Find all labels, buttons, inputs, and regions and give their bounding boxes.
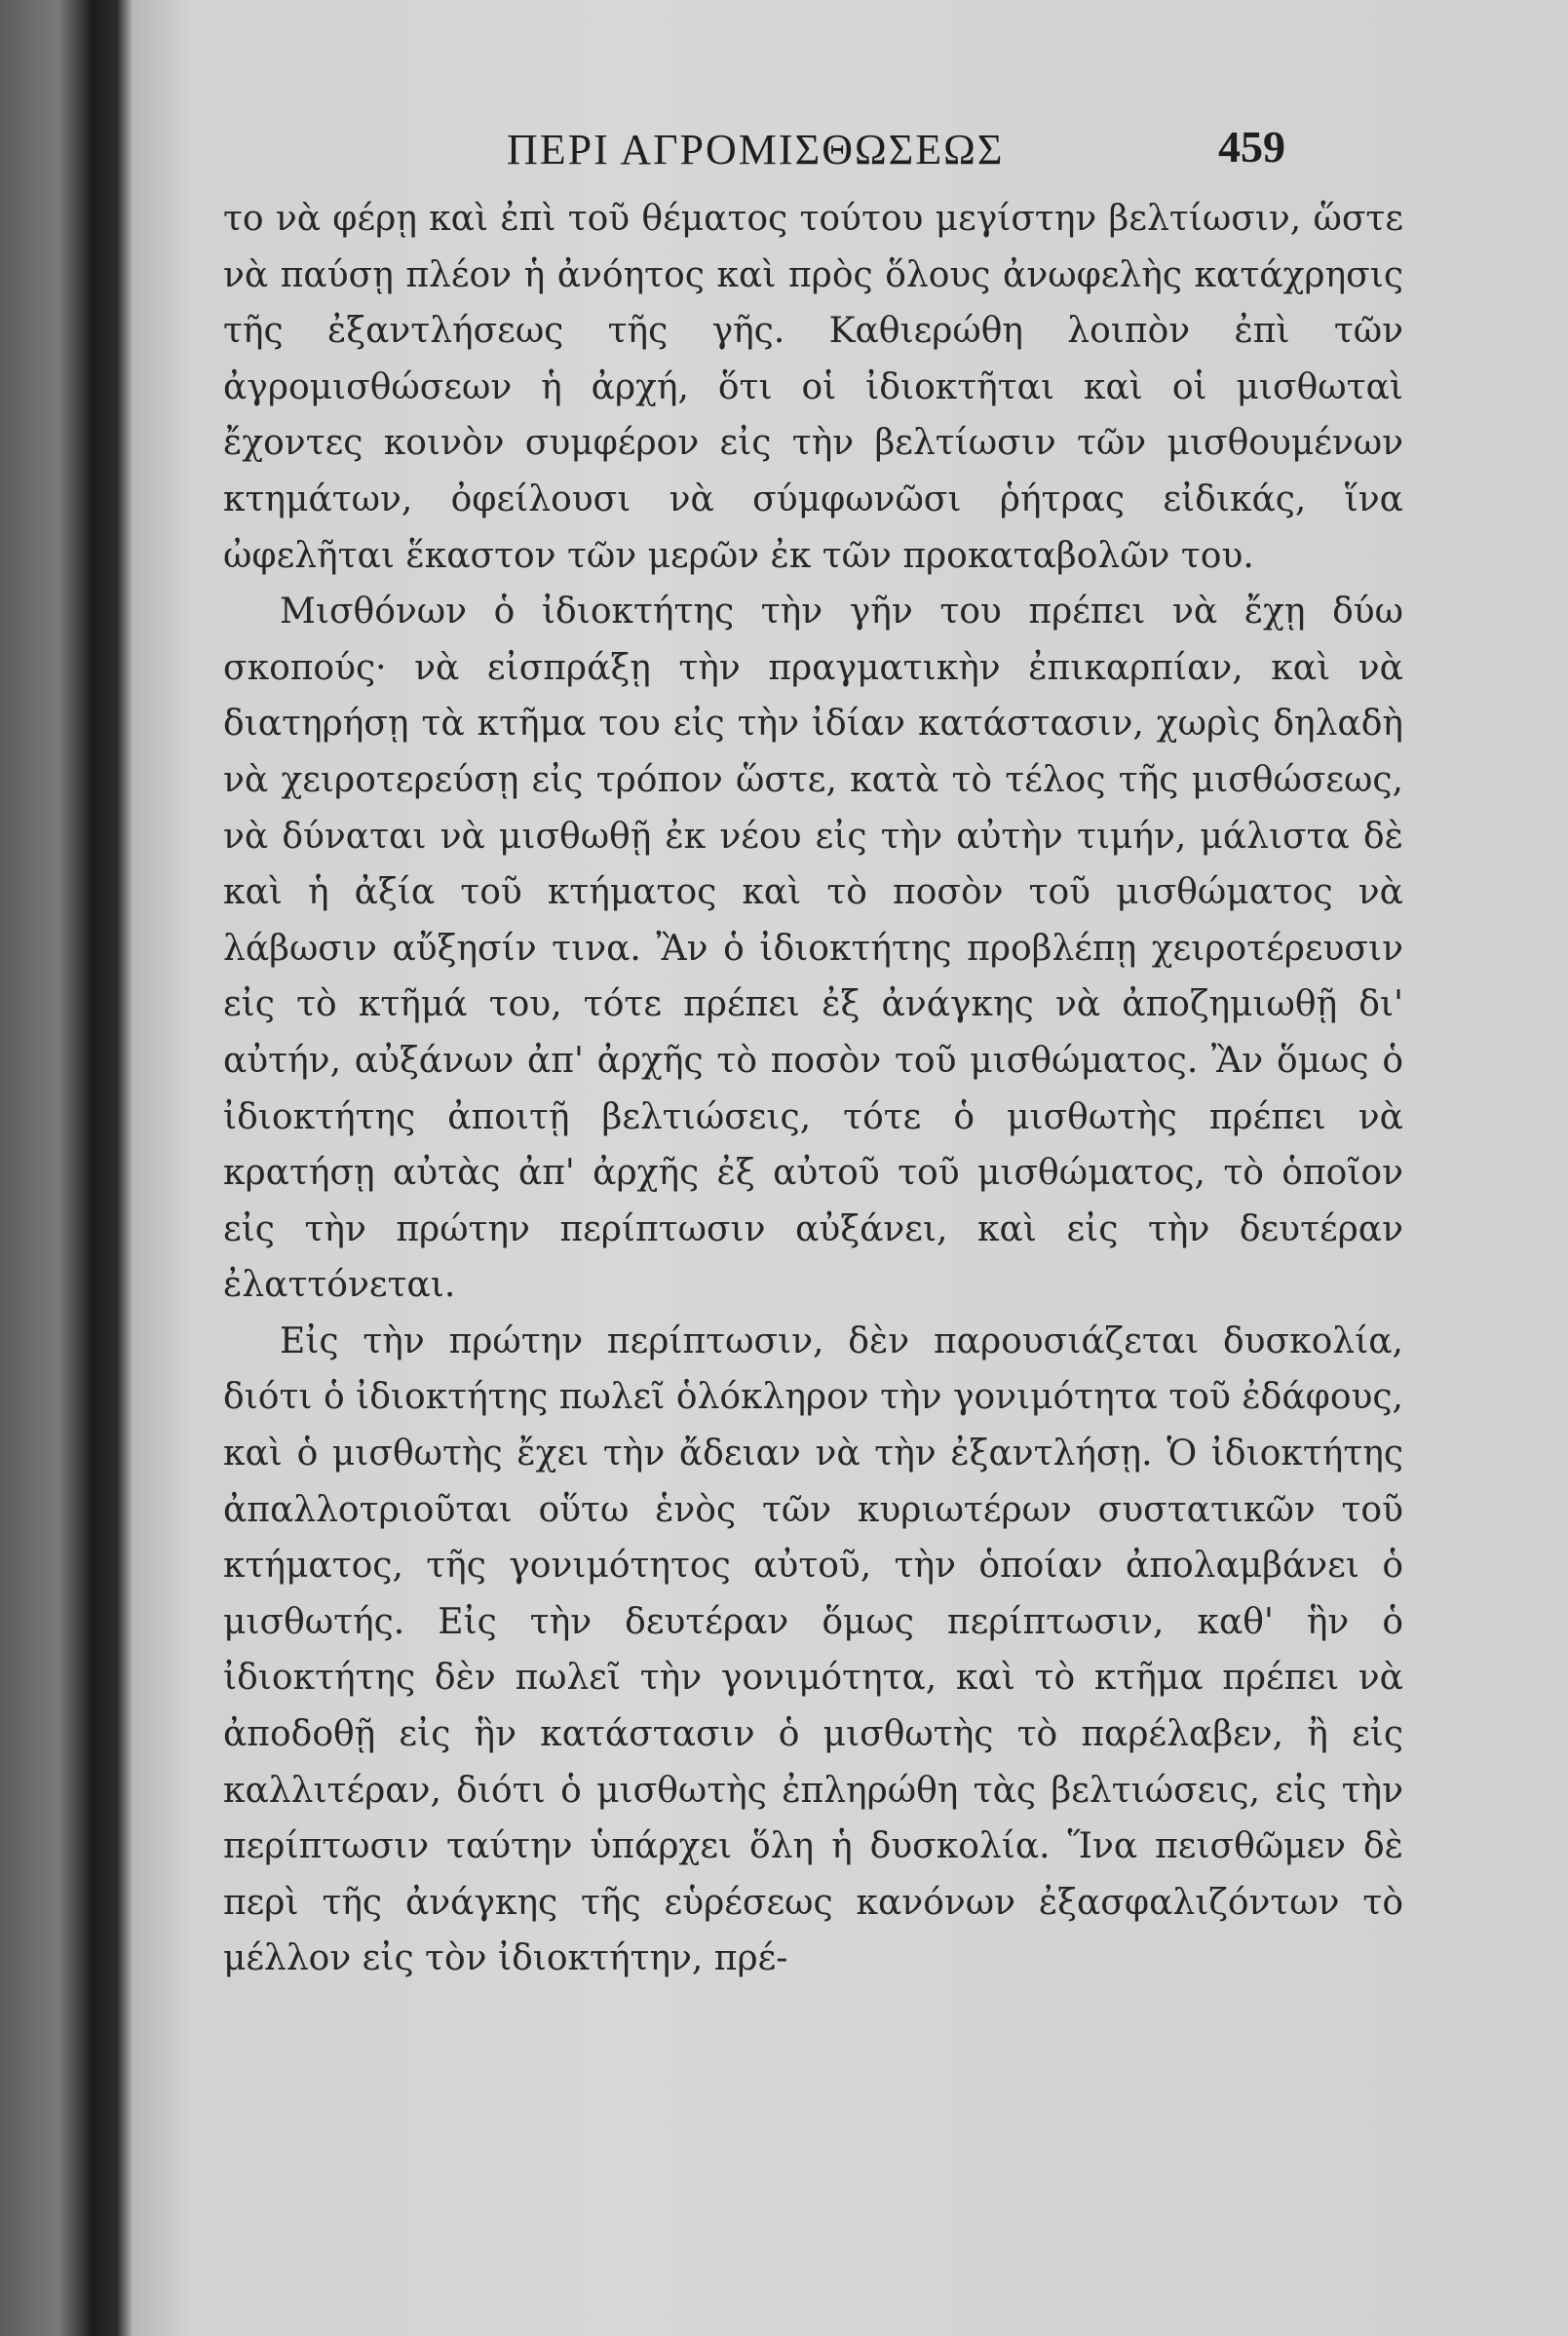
book-page xyxy=(132,0,1568,2336)
paragraph-continuation: το νὰ φέρῃ καὶ ἐπὶ τοῦ θέματος τούτου μεγίστην βελτίωσιν, ὥστε νὰ παύσῃ πλέον ἡ ἀνόητος καὶ πρὸς ὅλους ἀνωφελὴς κατάχρησις τῆς ἐξαντλήσεως τῆς γῆς. Καθιερώθη λοιπὸν ἐπὶ τῶν ἀγρομισθώσεων ἡ ἀρχή, ὅτι οἱ ἰδιοκτῆται καὶ οἱ μισθωταὶ ἔχοντες κοινὸν συμφέρον εἰς τὴν βελτίωσιν τῶν μισθουμένων κτημάτων, ὀφείλουσι νὰ σύμφωνῶσι ῥήτρας εἰδικάς, ἵνα ὠφελῆται ἕκαστον τῶν μερῶν ἐκ τῶν προκαταβολῶν του. xyxy=(223,199,1403,576)
paragraph: Εἰς τὴν πρώτην περίπτωσιν, δὲν παρουσιάζεται δυσκολία, διότι ὁ ἰδιοκτήτης πωλεῖ ὁλόκληρον τὴν γονιμότητα τοῦ ἐδάφους, καὶ ὁ μισθωτὴς ἔχει τὴν ἄδειαν νὰ τὴν ἐξαντλήσῃ. Ὁ ἰδιοκτήτης ἀπαλλοτριοῦται οὕτω ἑνὸς τῶν κυριωτέρων συστατικῶν τοῦ κτήματος, τῆς γονιμότητος αὐτοῦ, τὴν ὁποίαν ἀπολαμβάνει ὁ μισθωτής. Εἰς τὴν δευτέραν ὅμως περίπτωσιν, καθ' ἣν ὁ ἰδιοκτήτης δὲν πωλεῖ τὴν γονιμότητα, καὶ τὸ κτῆμα πρέπει νὰ ἀποδοθῇ εἰς ἣν κατάστασιν ὁ μισθωτὴς τὸ παρέλαβεν, ἢ εἰς καλλιτέραν, διότι ὁ μισθωτὴς ἐπληρώθη τὰς βελτιώσεις, εἰς τὴν περίπτωσιν ταύτην ὑπάρχει ὅλη ἡ δυσκολία. Ἵνα πεισθῶμεν δὲ περὶ τῆς ἀνάγκης τῆς εὑρέσεως κανόνων ἐξασφαλιζόντων τὸ μέλλον εἰς τὸν ἰδιοκτήτην, πρέ- xyxy=(223,1321,1403,1979)
page-number: 459 xyxy=(1218,122,1285,172)
book-binding-gutter xyxy=(0,0,132,2336)
paragraph: Μισθόνων ὁ ἰδιοκτήτης τὴν γῆν του πρέπει νὰ ἔχῃ δύω σκοπούς· νὰ εἰσπράξῃ τὴν πραγματικὴν ἐπικαρπίαν, καὶ νὰ διατηρήσῃ τὰ κτῆμα του εἰς τὴν ἰδίαν κατάστασιν, χωρὶς δηλαδὴ νὰ χειροτερεύσῃ εἰς τρόπον ὥστε, κατὰ τὸ τέλος τῆς μισθώσεως, νὰ δύναται νὰ μισθωθῇ ἐκ νέου εἰς τὴν αὐτὴν τιμήν, μάλιστα δὲ καὶ ἡ ἀξία τοῦ κτήματος καὶ τὸ ποσὸν τοῦ μισθώματος νὰ λάβωσιν αὔξησίν τινα. Ἂν ὁ ἰδιοκτήτης προβλέπῃ χειροτέρευσιν εἰς τὸ κτῆμά του, τότε πρέπει ἐξ ἀνάγκης νὰ ἀποζημιωθῇ δι' αὐτήν, αὐξάνων ἀπ' ἀρχῆς τὸ ποσὸν τοῦ μισθώματος. Ἂν ὅμως ὁ ἰδιοκτήτης ἀποιτῇ βελτιώσεις, τότε ὁ μισθωτὴς πρέπει νὰ κρατήσῃ αὐτὰς ἀπ' ἀρχῆς ἐξ αὐτοῦ τοῦ μισθώματος, τὸ ὁποῖον εἰς τὴν πρώτην περίπτωσιν αὐξάνει, καὶ εἰς τὴν δευτέραν ἐλαττόνεται. xyxy=(223,592,1403,1306)
running-head: ΠΕΡΙ ΑΓΡΟΜΙΣΘΩΣΕΩΣ xyxy=(507,126,1005,173)
body-text xyxy=(223,191,1403,1987)
